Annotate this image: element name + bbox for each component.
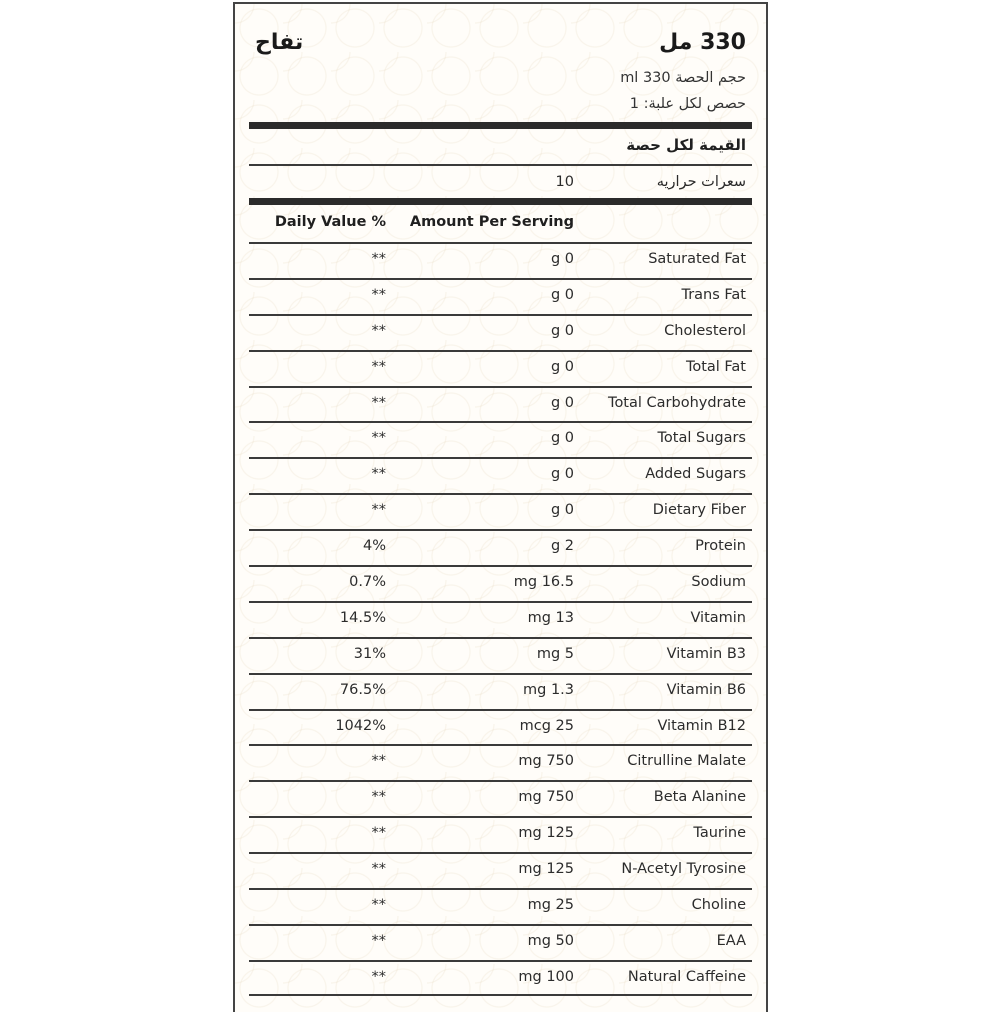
- nutrient-row: [249, 852, 752, 888]
- nutrient-amount: g 0: [550, 286, 574, 303]
- nutrient-row: [249, 744, 752, 780]
- nutrient-name: Sodium: [691, 574, 746, 591]
- nutrient-daily-value: **: [371, 466, 386, 483]
- nutrient-row: [249, 457, 752, 493]
- nutrient-name: N-Acetyl Tyrosine: [621, 861, 746, 878]
- nutrient-daily-value: 14.5%: [339, 609, 386, 626]
- nutrient-daily-value: **: [371, 968, 386, 985]
- nutrient-row: [249, 278, 752, 314]
- flavor-title: تفاح: [255, 30, 304, 55]
- nutrient-name: Total Sugars: [657, 430, 746, 447]
- nutrient-name: Total Fat: [685, 358, 746, 375]
- nutrient-name: Beta Alanine: [653, 789, 746, 806]
- nutrient-row: [249, 350, 752, 386]
- nutrient-row: [249, 888, 752, 924]
- table-header: [249, 214, 752, 238]
- nutrient-row: [249, 314, 752, 350]
- nutrient-daily-value: **: [371, 861, 386, 878]
- nutrient-name: Vitamin B6: [666, 681, 746, 698]
- divider: [249, 164, 752, 166]
- nutrient-name: EAA: [716, 932, 746, 949]
- nutrient-daily-value: **: [371, 322, 386, 339]
- nutrient-amount: mg 13: [527, 609, 574, 626]
- nutrient-amount: mg 125: [518, 861, 574, 878]
- nutrient-name: Vitamin: [690, 609, 746, 626]
- nutrient-amount: mg 50: [527, 932, 574, 949]
- nutrient-name: Vitamin B3: [666, 645, 746, 662]
- nutrient-daily-value: **: [371, 753, 386, 770]
- nutrient-amount: mg 750: [518, 753, 574, 770]
- nutrient-amount: mg 125: [518, 825, 574, 842]
- nutrient-daily-value: **: [371, 394, 386, 411]
- nutrient-amount: g 2: [550, 538, 574, 555]
- nutrient-name: Protein: [695, 538, 746, 555]
- label-header: [249, 30, 752, 66]
- nutrient-amount: g 0: [550, 466, 574, 483]
- nutrient-amount: g 0: [550, 430, 574, 447]
- nutrient-row: [249, 493, 752, 529]
- nutrition-label: [233, 2, 768, 1012]
- per-serving-heading: القيمة لكل حصة: [626, 136, 746, 154]
- nutrient-daily-value: **: [371, 932, 386, 949]
- nutrient-amount: mg 5: [536, 645, 574, 662]
- nutrient-daily-value: **: [371, 286, 386, 303]
- nutrient-name: Natural Caffeine: [627, 968, 746, 985]
- nutrient-daily-value: **: [371, 358, 386, 375]
- nutrient-amount: mcg 25: [519, 717, 574, 734]
- nutrient-amount: g 0: [550, 322, 574, 339]
- nutrient-daily-value: **: [371, 251, 386, 267]
- servings-per-can: حصص لكل علبة: 1: [629, 96, 746, 112]
- nutrient-daily-value: **: [371, 897, 386, 914]
- nutrient-amount: g 0: [550, 251, 574, 267]
- nutrient-row: [249, 816, 752, 852]
- thick-divider: [249, 198, 752, 205]
- column-header-amount: Amount Per Serving: [409, 214, 574, 230]
- nutrient-row: [249, 529, 752, 565]
- calories-row: [249, 174, 752, 196]
- nutrient-amount: mg 100: [518, 968, 574, 985]
- nutrient-daily-value: **: [371, 789, 386, 806]
- nutrient-name: Added Sugars: [645, 466, 746, 483]
- nutrient-name: Trans Fat: [681, 286, 746, 303]
- nutrient-amount: mg 750: [518, 789, 574, 806]
- nutrient-row: [249, 673, 752, 709]
- nutrient-row: [249, 242, 752, 278]
- nutrient-row: [249, 565, 752, 601]
- nutrient-name: Dietary Fiber: [652, 502, 746, 519]
- nutrient-daily-value: 4%: [362, 538, 386, 555]
- nutrient-row: [249, 960, 752, 996]
- nutrient-amount: mg 25: [527, 897, 574, 914]
- column-header-daily-value: Daily Value %: [274, 214, 386, 230]
- nutrient-name: Total Carbohydrate: [608, 394, 746, 411]
- nutrient-row: [249, 386, 752, 422]
- nutrient-daily-value: 76.5%: [339, 681, 386, 698]
- nutrient-daily-value: **: [371, 502, 386, 519]
- nutrient-row: [249, 780, 752, 816]
- nutrient-name: Choline: [691, 897, 746, 914]
- nutrient-row: [249, 924, 752, 960]
- nutrient-table: [249, 242, 752, 996]
- nutrient-daily-value: **: [371, 825, 386, 842]
- nutrient-amount: mg 1.3: [523, 681, 574, 698]
- thick-divider: [249, 122, 752, 129]
- nutrient-amount: g 0: [550, 358, 574, 375]
- volume-title: 330 مل: [659, 30, 746, 55]
- nutrient-daily-value: 31%: [353, 645, 386, 662]
- nutrient-daily-value: 1042%: [335, 717, 386, 734]
- nutrient-row: [249, 421, 752, 457]
- nutrient-name: Citrulline Malate: [627, 753, 746, 770]
- nutrient-name: Cholesterol: [664, 322, 746, 339]
- nutrient-daily-value: **: [371, 430, 386, 447]
- calories-label: سعرات حراريه: [656, 174, 746, 190]
- calories-value: 10: [555, 174, 574, 190]
- nutrient-name: Taurine: [693, 825, 746, 842]
- nutrient-name: Vitamin B12: [657, 717, 746, 734]
- nutrient-amount: g 0: [550, 502, 574, 519]
- nutrient-row: [249, 637, 752, 673]
- serving-size: حجم الحصة 330 ml: [620, 70, 746, 86]
- nutrient-name: Saturated Fat: [648, 251, 746, 267]
- nutrient-row: [249, 709, 752, 745]
- nutrient-daily-value: 0.7%: [349, 574, 386, 591]
- nutrient-amount: g 0: [550, 394, 574, 411]
- nutrient-row: [249, 601, 752, 637]
- nutrient-amount: mg 16.5: [513, 574, 574, 591]
